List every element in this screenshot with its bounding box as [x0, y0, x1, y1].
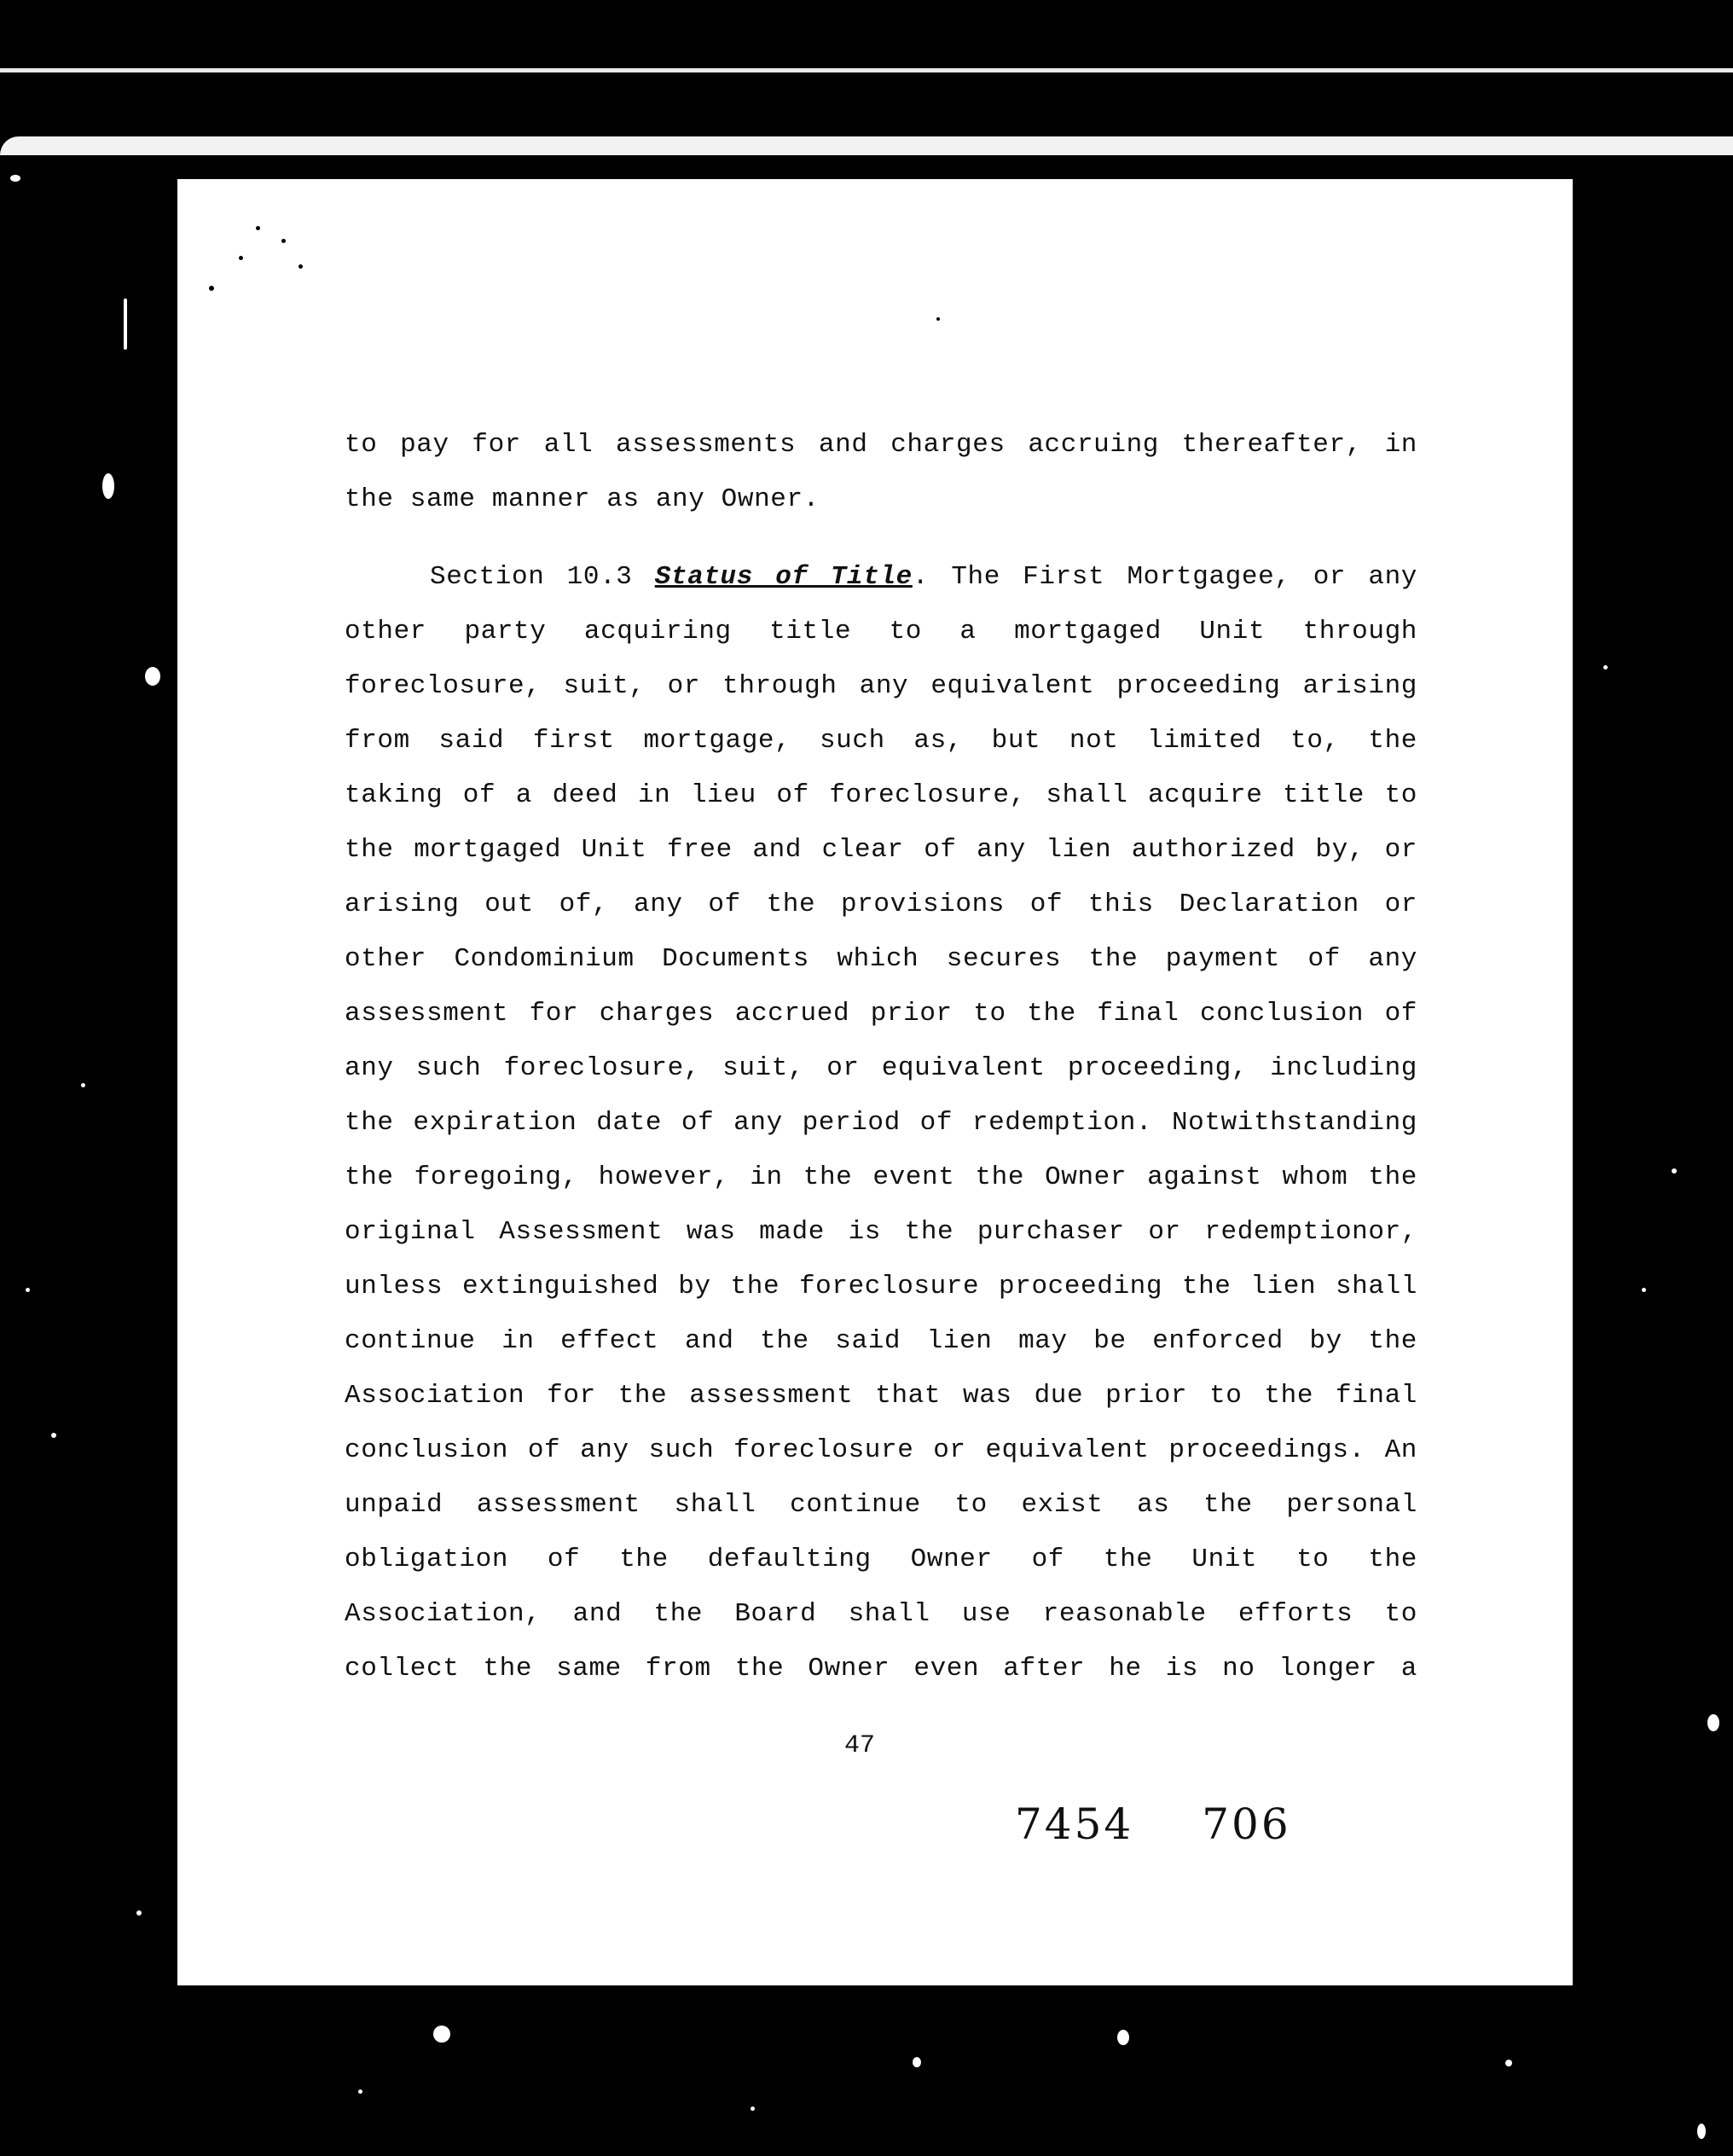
scan-speck [1672, 1168, 1677, 1174]
text-line: Association, and the Board shall use reasonable efforts to [345, 1599, 1417, 1629]
scan-speck [124, 298, 127, 350]
text-line: obligation of the defaulting Owner of the Unit to the [345, 1545, 1417, 1574]
text-line: the mortgaged Unit free and clear of any lien authorized by, or [345, 835, 1417, 865]
scan-speck [256, 226, 260, 230]
scan-speck [1117, 2030, 1129, 2045]
text-line: taking of a deed in lieu of foreclosure, shall acquire title to [345, 780, 1417, 810]
scan-speck [358, 2089, 362, 2094]
section-10-3-paragraph [345, 550, 1417, 1696]
text-line: from said first mortgage, such as, but not limited to, the [345, 726, 1417, 756]
scan-speck [913, 2057, 921, 2067]
section-heading-line [345, 550, 1417, 605]
text-line: other Condominium Documents which secures the payment of any [345, 944, 1417, 974]
book-page-number: 706 [1202, 1800, 1291, 1849]
scan-speck [26, 1288, 30, 1292]
section-heading-rest: . The First Mortgagee, or any [912, 562, 1417, 592]
scan-speck [145, 667, 160, 686]
scan-speck [102, 473, 114, 499]
scan-speck [81, 1083, 85, 1087]
text-line: conclusion of any such foreclosure or equivalent proceedings. An [345, 1435, 1417, 1465]
text-line: unless extinguished by the foreclosure proceeding the lien shall [345, 1272, 1417, 1301]
scan-speck [433, 2026, 450, 2043]
text-line: any such foreclosure, suit, or equivalent proceeding, including [345, 1053, 1417, 1083]
book-page-stamp [1015, 1800, 1291, 1849]
section-title: Status of Title [654, 562, 913, 592]
section-label: Section 10.3 [430, 562, 633, 592]
text-line: Association for the assessment that was due prior to the final [345, 1381, 1417, 1411]
scan-border-band [0, 136, 1733, 155]
text-line: unpaid assessment shall continue to exist as the personal [345, 1490, 1417, 1520]
scan-speck [10, 175, 20, 182]
page-number: 47 [844, 1731, 876, 1760]
scan-speck [136, 1910, 142, 1915]
text-line: continue in effect and the said lien may be enforced by the [345, 1326, 1417, 1356]
scan-speck [1697, 2124, 1706, 2139]
scan-speck [51, 1433, 56, 1438]
scan-speck [1603, 665, 1608, 669]
paragraph-continuation [345, 418, 1417, 527]
scan-speck [1642, 1288, 1646, 1292]
text-line: other party acquiring title to a mortgaged Unit through [345, 617, 1417, 646]
scan-speck [1707, 1714, 1719, 1731]
text-line: the same manner as any Owner. [345, 484, 820, 514]
scan-speck [936, 317, 940, 321]
scan-speck [1505, 2060, 1512, 2066]
text-line: the expiration date of any period of redemption. Notwithstanding [345, 1108, 1417, 1138]
book-number: 7454 [1015, 1800, 1134, 1849]
scan-border-line [0, 68, 1733, 72]
text-line: collect the same from the Owner even after he is no longer a [345, 1654, 1417, 1684]
scan-speck [209, 286, 214, 291]
text-line: original Assessment was made is the purchaser or redemptionor, [345, 1217, 1417, 1247]
text-line: foreclosure, suit, or through any equivalent proceeding arising [345, 671, 1417, 701]
text-line: the foregoing, however, in the event the Owner against whom the [345, 1162, 1417, 1192]
scan-speck [281, 239, 286, 243]
scan-speck [751, 2107, 755, 2111]
text-line: assessment for charges accrued prior to the final conclusion of [345, 999, 1417, 1029]
scan-speck [239, 256, 243, 260]
scan-speck [298, 264, 303, 269]
text-line: arising out of, any of the provisions of this Declaration or [345, 890, 1417, 919]
text-line: to pay for all assessments and charges accruing thereafter, in [345, 430, 1417, 460]
